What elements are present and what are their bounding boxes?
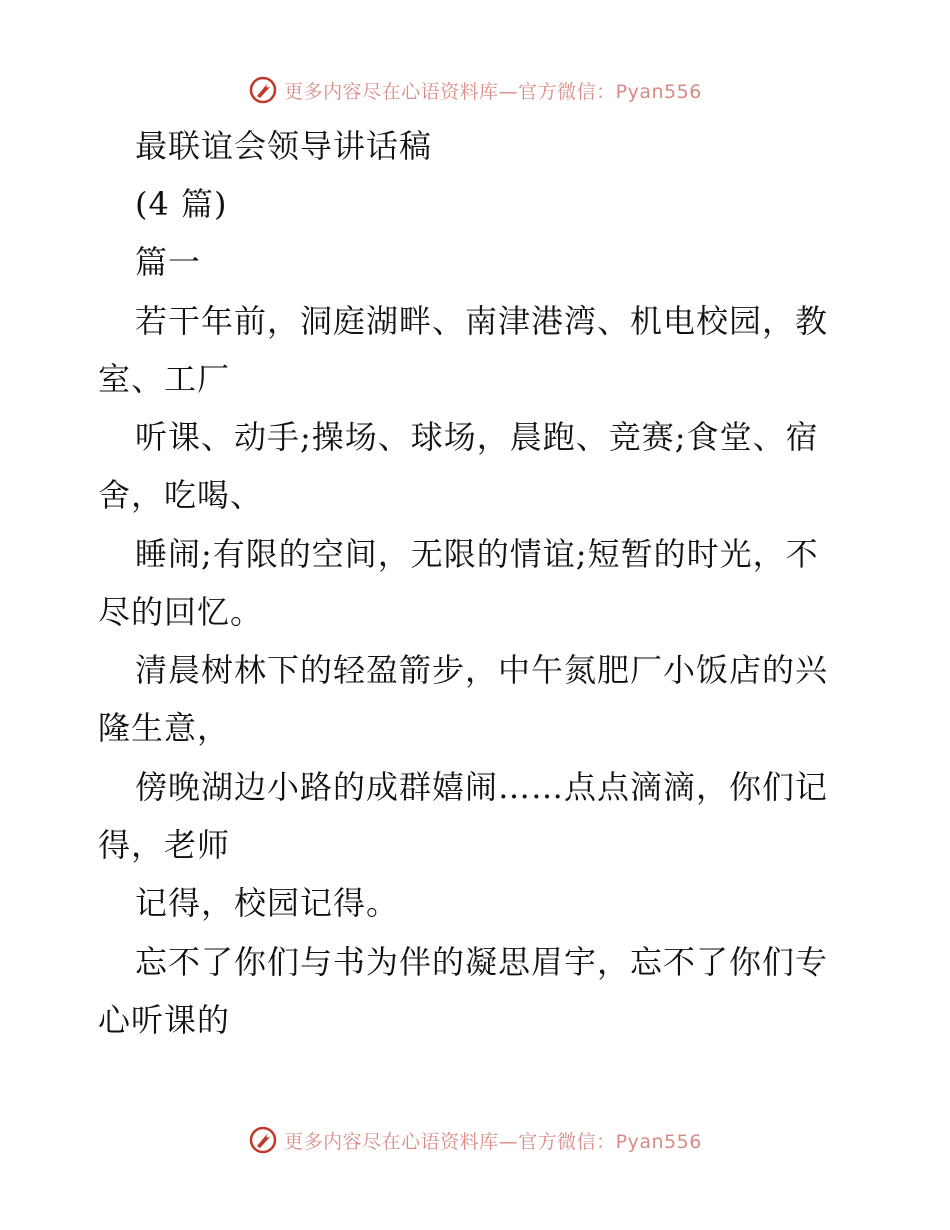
banner-text: 更多内容尽在心语资料库—官方微信：Pyan556 — [284, 80, 702, 103]
paragraph-line: 得，老师 — [98, 826, 231, 864]
paragraph-line: 若干年前，洞庭湖畔、南津港湾、机电校园，教 — [135, 302, 829, 340]
paragraph-line: 听课、动手;操场、球场，晨跑、竞赛;食堂、宿 — [135, 418, 819, 456]
paragraph-line: 清晨树林下的轻盈箭步，中午氮肥厂小饭店的兴 — [135, 651, 829, 689]
section-heading: 篇一 — [135, 243, 202, 281]
pen-nib-logo-icon — [248, 75, 278, 105]
paragraph-line: 记得，校园记得。 — [135, 884, 400, 922]
paragraph-line: 室、工厂 — [98, 360, 231, 398]
paragraph-line: 尽的回忆。 — [98, 593, 264, 631]
paragraph-line: 睡闹;有限的空间，无限的情谊;短暂的时光，不 — [135, 535, 819, 573]
document-subtitle: (4 篇) — [135, 185, 228, 223]
paragraph-line: 舍，吃喝、 — [98, 476, 264, 514]
paragraph-line: 隆生意， — [98, 709, 231, 747]
paragraph-line: 心听课的 — [98, 1001, 231, 1039]
header-banner — [0, 70, 950, 110]
paragraph-line: 忘不了你们与书为伴的凝思眉宇，忘不了你们专 — [135, 943, 829, 981]
paragraph-line: 傍晚湖边小路的成群嬉闹……点点滴滴，你们记 — [135, 768, 829, 806]
footer-banner — [0, 1120, 950, 1160]
document-title: 最联谊会领导讲话稿 — [135, 127, 433, 165]
banner-text: 更多内容尽在心语资料库—官方微信：Pyan556 — [284, 1130, 702, 1153]
pen-nib-logo-icon — [248, 1125, 278, 1155]
